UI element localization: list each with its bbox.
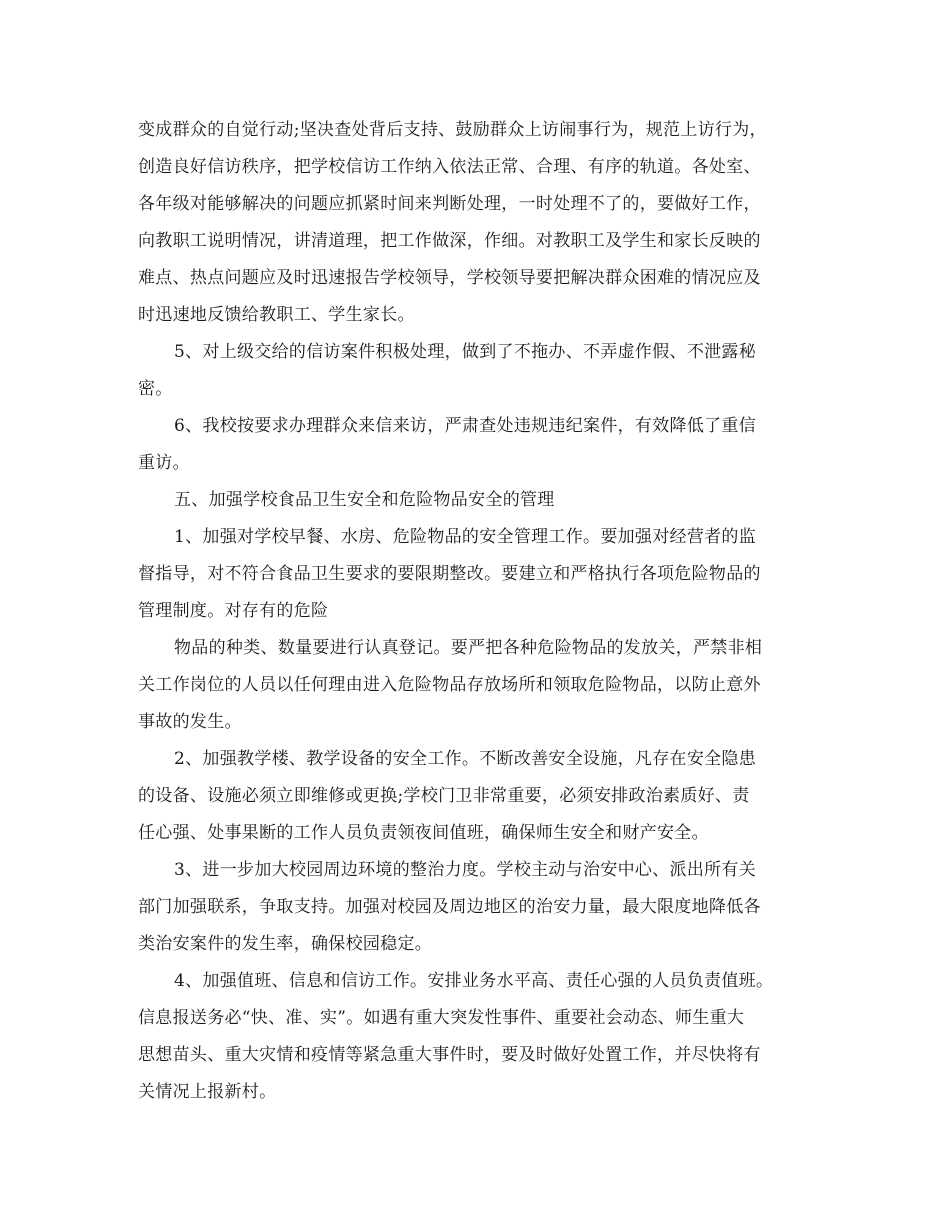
text-line: 创造良好信访秩序，把学校信访工作纳入依法正常、合理、有序的轨道。各处室、 xyxy=(138,157,761,177)
text-line: 难点、热点问题应及时迅速报告学校领导，学校领导要把解决群众困难的情况应及 xyxy=(138,268,761,288)
section-heading: 五、加强学校食品卫生安全和危险物品安全的管理 xyxy=(174,490,555,510)
text-line: 督指导，对不符合食品卫生要求的要限期整改。要建立和严格执行各项危险物品的 xyxy=(138,564,761,584)
text-line: 信息报送务必“快、准、实”。如遇有重大突发性事件、重要社会动态、师生重大 xyxy=(138,1008,745,1028)
text-line: 任心强、处事果断的工作人员负责领夜间值班，确保师生安全和财产安全。 xyxy=(138,823,709,843)
paragraph-start-line: 物品的种类、数量要进行认真登记。要严把各种危险物品的发放关，严禁非相 xyxy=(174,638,763,658)
text-line: 变成群众的自觉行动;坚决查处背后支持、鼓励群众上访闹事行为，规范上访行为， xyxy=(138,120,767,140)
paragraph-start-line: 4、加强值班、信息和信访工作。安排业务水平高、责任心强的人员负责值班。 xyxy=(174,971,774,991)
paragraph-start-line: 1、加强对学校早餐、水房、危险物品的安全管理工作。要加强对经营者的监 xyxy=(174,527,757,547)
text-line: 关工作岗位的人员以任何理由进入危险物品存放场所和领取危险物品，以防止意外 xyxy=(138,675,761,695)
text-line: 向教职工说明情况，讲清道理，把工作做深，作细。对教职工及学生和家长反映的 xyxy=(138,231,761,251)
text-line: 的设备、设施必须立即维修或更换;学校门卫非常重要，必须安排政治素质好、责 xyxy=(138,786,750,806)
text-line: 关情况上报新村。 xyxy=(138,1082,277,1102)
paragraph-start-line: 6、我校按要求办理群众来信来访，严肃查处违规违纪案件，有效降低了重信 xyxy=(174,416,757,436)
paragraph-start-line: 2、加强教学楼、教学设备的安全工作。不断改善安全设施，凡存在安全隐患 xyxy=(174,749,757,769)
text-line: 类治安案件的发生率，确保校园稳定。 xyxy=(138,934,433,954)
text-line: 重访。 xyxy=(138,453,190,473)
text-line: 部门加强联系，争取支持。加强对校园及周边地区的治安力量，最大限度地降低各 xyxy=(138,897,761,917)
text-line: 思想苗头、重大灾情和疫情等紧急重大事件时，要及时做好处置工作，并尽快将有 xyxy=(138,1045,761,1065)
text-line: 事故的发生。 xyxy=(138,712,242,732)
text-line: 管理制度。对存有的危险 xyxy=(138,601,329,621)
paragraph-start-line: 5、对上级交给的信访案件积极处理，做到了不拖办、不弄虚作假、不泄露秘 xyxy=(174,342,757,362)
paragraph-start-line: 3、进一步加大校园周边环境的整治力度。学校主动与治安中心、派出所有关 xyxy=(174,860,757,880)
text-line: 各年级对能够解决的问题应抓紧时间来判断处理，一时处理不了的，要做好工作， xyxy=(138,194,761,214)
text-line: 密。 xyxy=(138,379,173,399)
text-line: 时迅速地反馈给教职工、学生家长。 xyxy=(138,305,415,325)
